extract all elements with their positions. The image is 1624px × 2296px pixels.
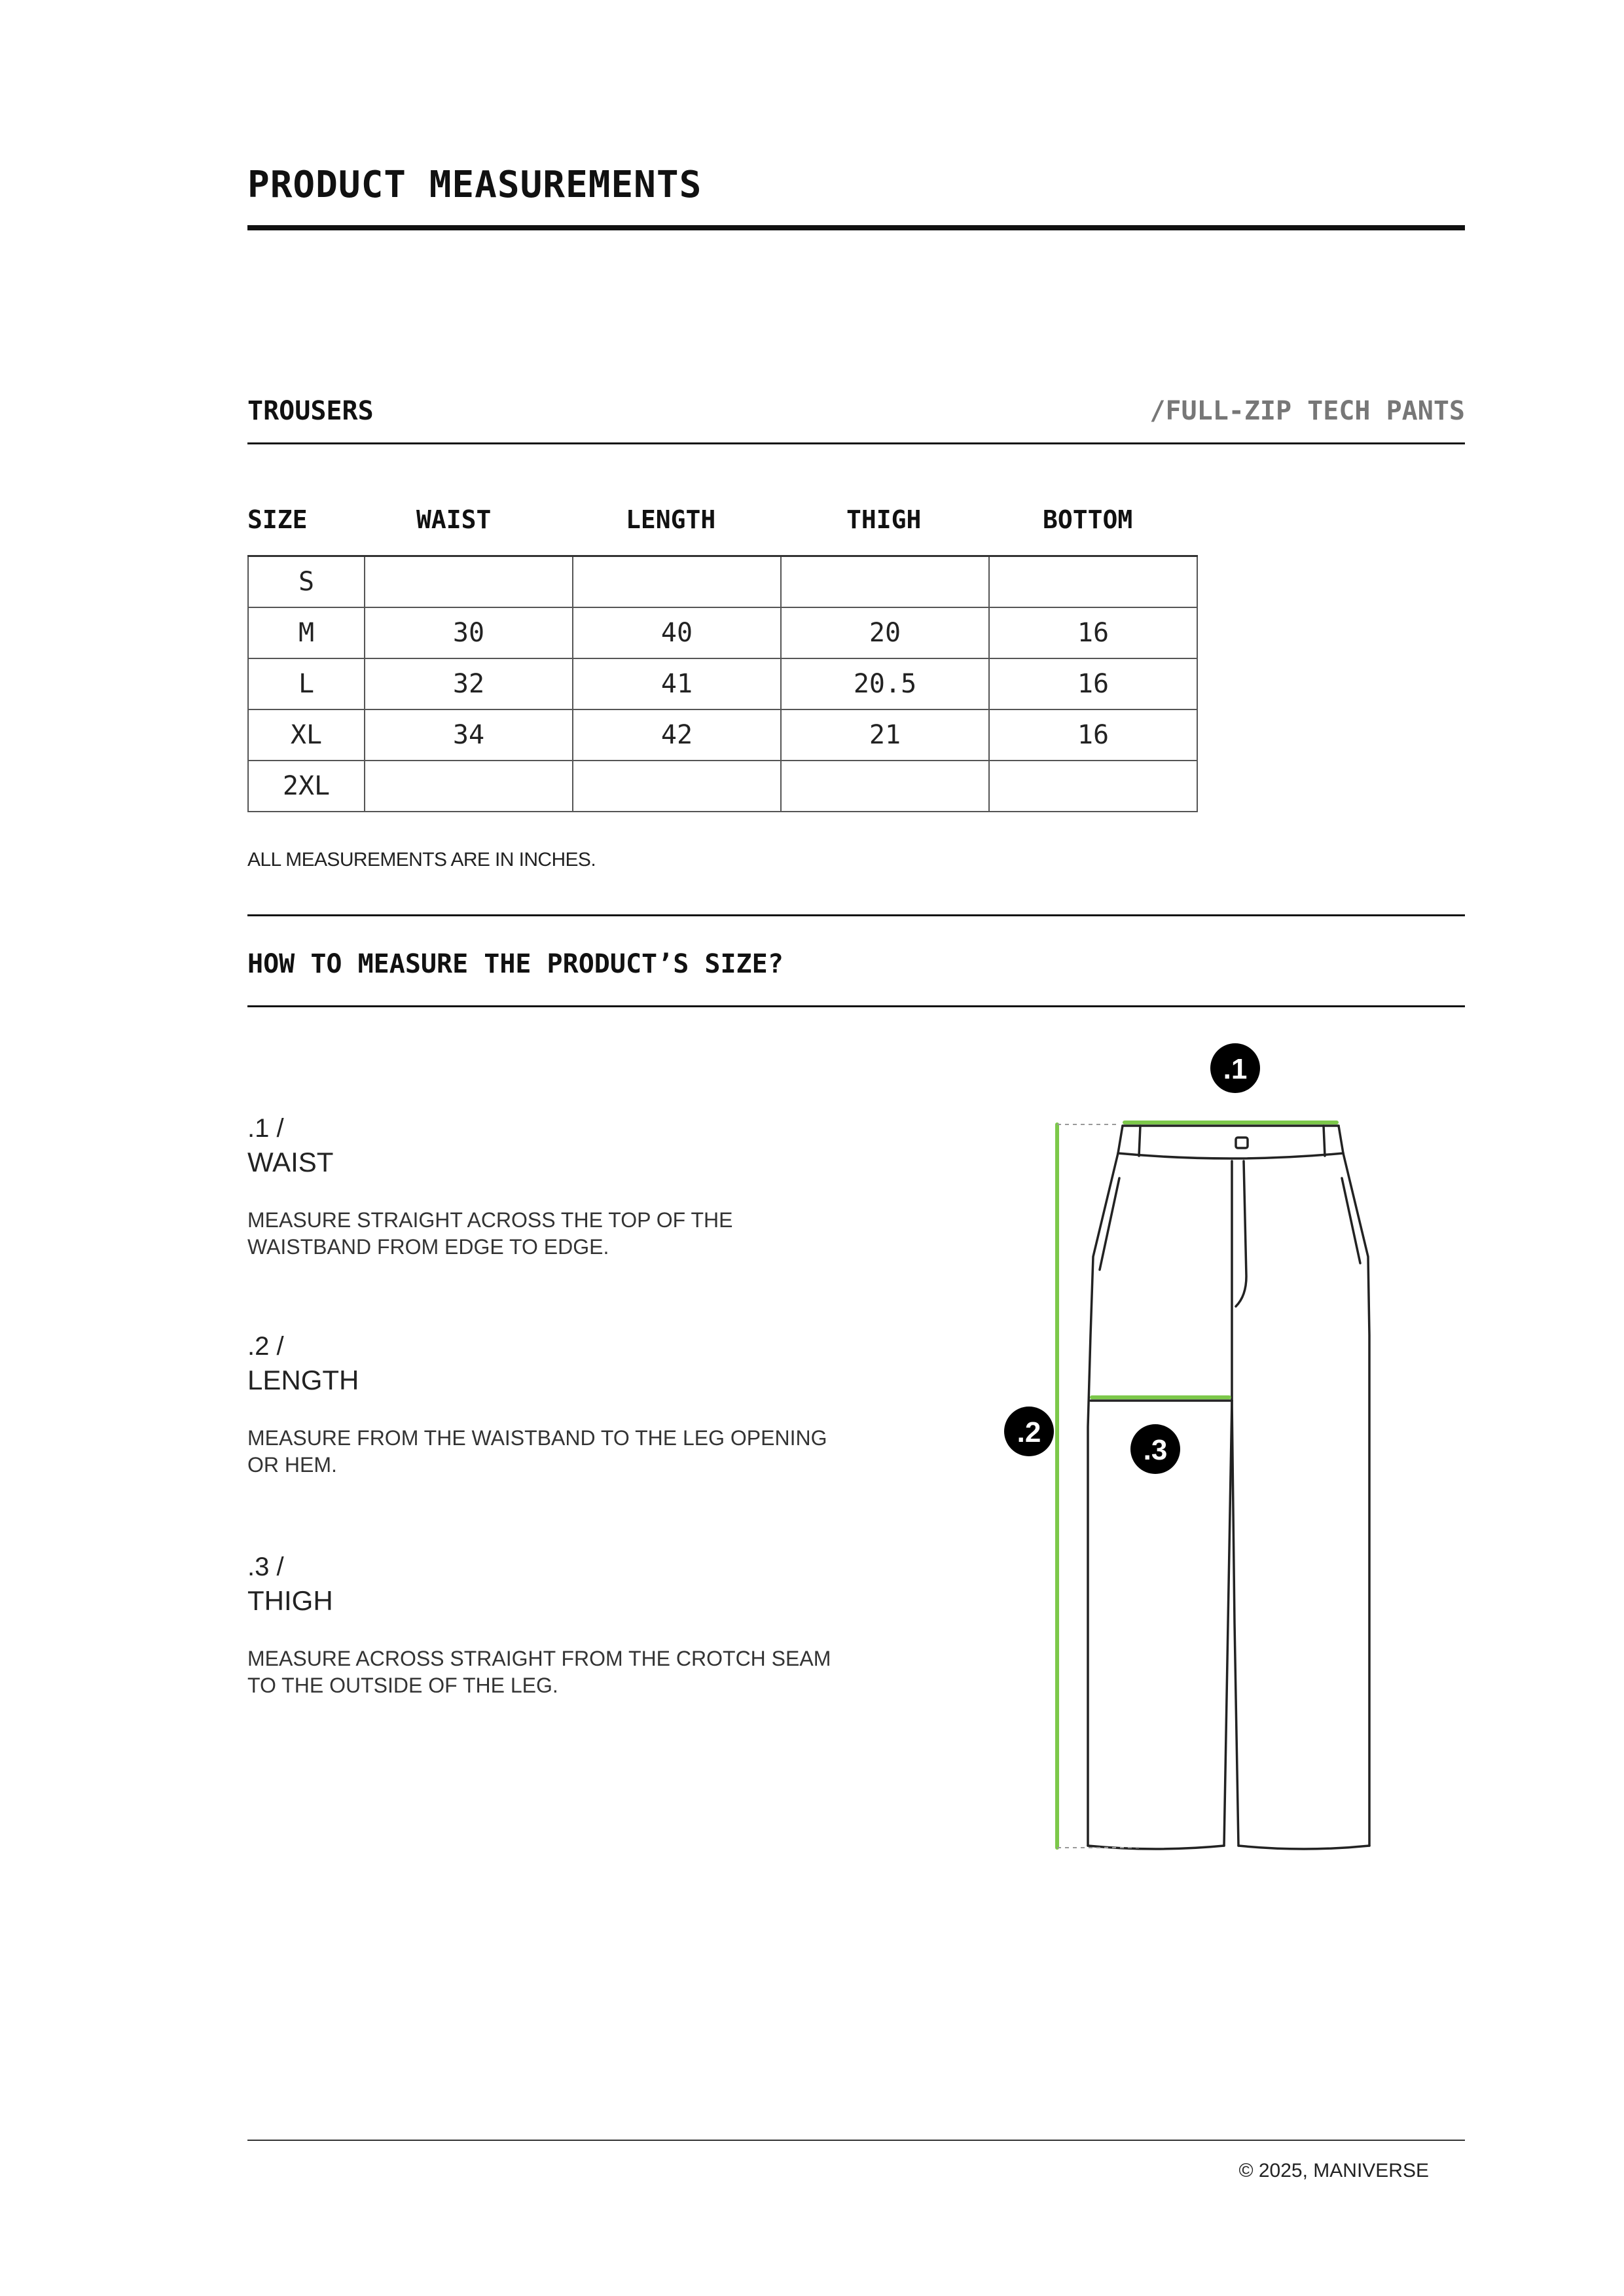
table-row: [248, 761, 1197, 812]
thigh-cell: [781, 761, 989, 812]
thigh-cell: [781, 556, 989, 608]
bottom-cell: [989, 761, 1197, 812]
length-cell: [573, 556, 781, 608]
thigh-cell: 20.5: [781, 658, 989, 709]
column-header-waist: WAIST: [416, 505, 492, 534]
marker-label: .2: [1017, 1416, 1041, 1448]
copyright: © 2025, MANIVERSE: [1238, 2160, 1429, 2181]
thigh-cell: 20: [781, 607, 989, 658]
step-description: MEASURE ACROSS STRAIGHT FROM THE CROTCH SEAM TO THE OUTSIDE OF THE LEG.: [247, 1647, 831, 1697]
column-header-length: LENGTH: [626, 505, 716, 534]
length-cell: [573, 761, 781, 812]
bottom-cell: 16: [989, 607, 1197, 658]
howto-divider-bottom: [247, 1005, 1465, 1007]
page-title: PRODUCT MEASUREMENTS: [247, 164, 702, 206]
marker-label: .1: [1223, 1053, 1248, 1085]
step-number: .3 /: [247, 1552, 284, 1581]
waist-cell: [365, 761, 573, 812]
step-number: .2 /: [247, 1332, 284, 1361]
size-cell: L: [248, 658, 365, 709]
step-name: LENGTH: [247, 1365, 359, 1395]
size-cell: S: [248, 556, 365, 608]
length-cell: 42: [573, 709, 781, 761]
waist-cell: 30: [365, 607, 573, 658]
size-cell: XL: [248, 709, 365, 761]
section-divider: [247, 442, 1465, 444]
units-note: ALL MEASUREMENTS ARE IN INCHES.: [247, 849, 596, 870]
waist-cell: 34: [365, 709, 573, 761]
size-table: [247, 555, 1198, 812]
step-description: MEASURE STRAIGHT ACROSS THE TOP OF THE WAISTBAND FROM EDGE TO EDGE.: [247, 1208, 733, 1259]
step-name: THIGH: [247, 1585, 333, 1616]
waist-cell: 32: [365, 658, 573, 709]
length-cell: 41: [573, 658, 781, 709]
step-number: .1 /: [247, 1114, 284, 1143]
table-row: [248, 658, 1197, 709]
product-name: /FULL-ZIP TECH PANTS: [1149, 396, 1465, 426]
step-description: MEASURE FROM THE WAISTBAND TO THE LEG OPENING OR HEM.: [247, 1426, 827, 1477]
section-label: TROUSERS: [247, 396, 374, 426]
column-header-thigh: THIGH: [846, 505, 922, 534]
marker-label: .3: [1143, 1434, 1168, 1466]
bottom-cell: [989, 556, 1197, 608]
table-row: [248, 556, 1197, 608]
trousers-outline-icon: [1088, 1126, 1369, 1849]
table-row: [248, 709, 1197, 761]
size-cell: 2XL: [248, 761, 365, 812]
length-cell: 40: [573, 607, 781, 658]
bottom-cell: 16: [989, 709, 1197, 761]
column-header-size: SIZE: [247, 505, 308, 534]
howto-divider-top: [247, 914, 1465, 916]
footer-divider: [247, 2140, 1465, 2141]
marker-3: [1130, 1424, 1180, 1474]
waist-cell: [365, 556, 573, 608]
title-divider: [247, 225, 1465, 230]
step-name: WAIST: [247, 1147, 334, 1177]
size-cell: M: [248, 607, 365, 658]
trousers-diagram: [943, 1034, 1401, 1865]
column-header-bottom: BOTTOM: [1043, 505, 1133, 534]
howto-title: HOW TO MEASURE THE PRODUCT’S SIZE?: [247, 949, 784, 979]
thigh-cell: 21: [781, 709, 989, 761]
marker-1: [1210, 1043, 1260, 1093]
bottom-cell: 16: [989, 658, 1197, 709]
table-row: [248, 607, 1197, 658]
marker-2: [1004, 1407, 1054, 1456]
